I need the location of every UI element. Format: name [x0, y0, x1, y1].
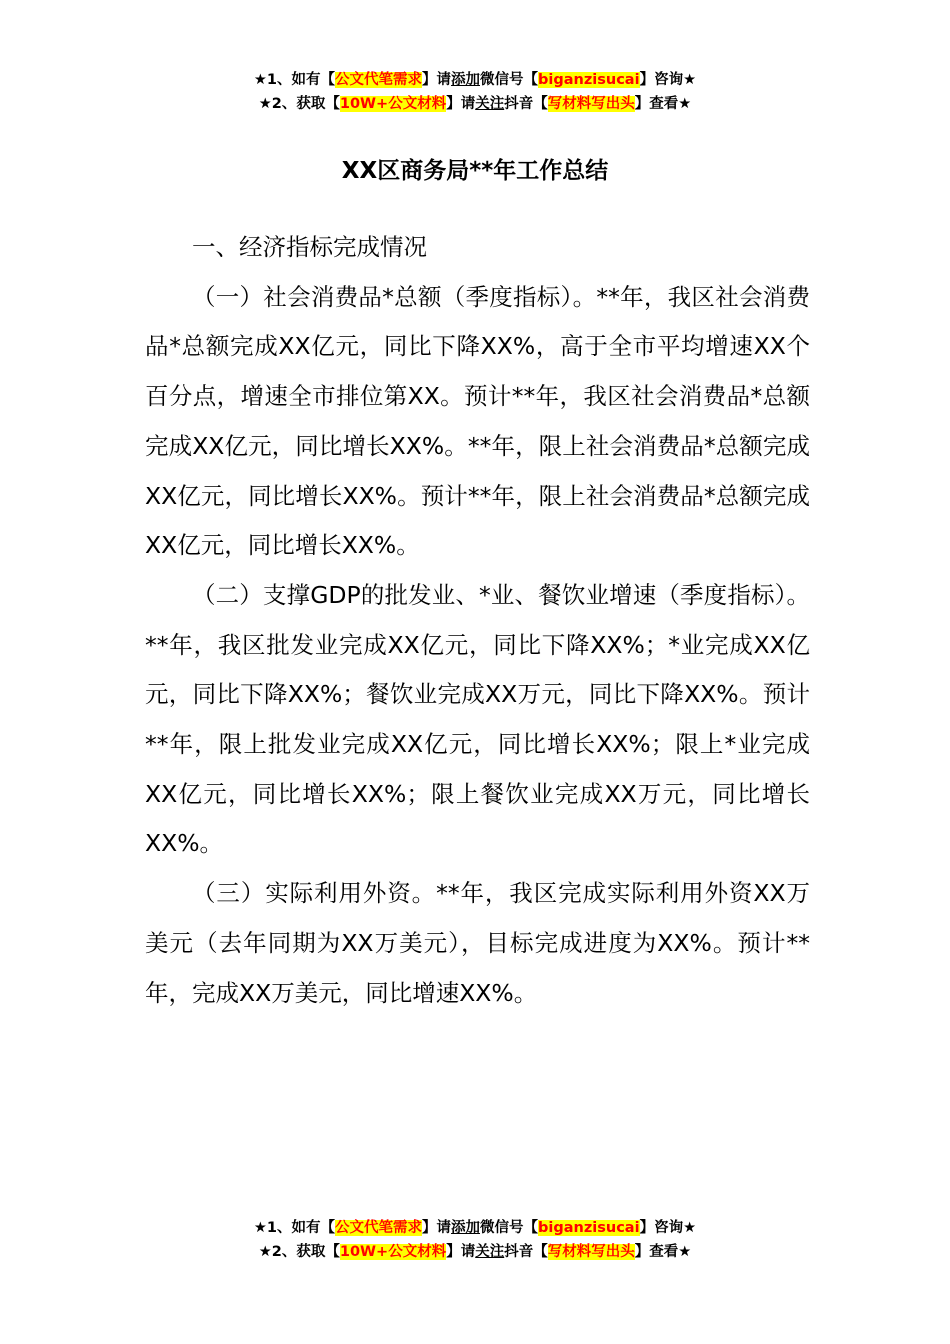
banner-highlight-douyin-account: 写材料写出头 [547, 1244, 635, 1260]
banner-text: 抖音【 [504, 1244, 548, 1260]
banner-text: ★1、如有【 [253, 1220, 336, 1236]
banner-highlight-service: 公文代笔需求 [335, 72, 423, 88]
banner-line-1 [0, 68, 950, 92]
banner-highlight-douyin-account: 写材料写出头 [547, 96, 635, 112]
banner-text: 抖音【 [504, 96, 548, 112]
banner-text: 】请 [422, 72, 452, 88]
paragraph: （三）实际利用外资。**年，我区完成实际利用外资XX万美元（去年同期为XX万美元），目标完成进度为XX%。预计**年，完成XX万美元，同比增速XX%。 [145, 879, 810, 1007]
banner-text: 】咨询★ [639, 72, 697, 88]
banner-text: 】请 [446, 1244, 476, 1260]
banner-text: 】查看★ [634, 1244, 692, 1260]
section-heading: 一、经济指标完成情况 [192, 233, 427, 261]
banner-text: ★2、获取【 [258, 96, 340, 112]
header-banner [0, 68, 950, 116]
banner-text: 微信号【 [480, 72, 539, 88]
banner-text: ★1、如有【 [253, 72, 336, 88]
banner-text: 】咨询★ [639, 1220, 697, 1236]
paragraph: （一）社会消费品*总额（季度指标）。**年，我区社会消费品*总额完成XX亿元，同比下降XX%，高于全市平均增速XX个百分点，增速全市排位第XX。预计**年，我区社会消费品*总额完成XX亿元，同比增长XX%。**年，限上社会消费品*总额完成XX亿元，同比增长XX%。预计**年，限上社会消费品*总额完成XX亿元，同比增长XX%。 [145, 282, 810, 560]
footer-banner [0, 1216, 950, 1264]
banner-text: 】查看★ [634, 96, 692, 112]
banner-text: 微信号【 [480, 1220, 539, 1236]
banner-highlight-materials: 10W+公文材料 [339, 1244, 447, 1260]
banner-highlight-service: 公文代笔需求 [335, 1220, 423, 1236]
banner-text: ★2、获取【 [258, 1244, 340, 1260]
banner-highlight-wechat-id: biganzisucai [538, 1220, 640, 1236]
banner-underlined-text: 关注 [475, 1244, 505, 1260]
document-title: XX区商务局**年工作总结 [341, 158, 609, 184]
banner-underlined-text: 关注 [475, 96, 505, 112]
banner-text: 】请 [446, 96, 476, 112]
document-body [145, 223, 810, 1018]
banner-underlined-text: 添加 [451, 1220, 481, 1236]
banner-highlight-wechat-id: biganzisucai [538, 72, 640, 88]
banner-text: 】请 [422, 1220, 452, 1236]
banner-line-1 [0, 1216, 950, 1240]
banner-line-2 [0, 1240, 950, 1264]
banner-line-2 [0, 92, 950, 116]
banner-highlight-materials: 10W+公文材料 [339, 96, 447, 112]
banner-underlined-text: 添加 [451, 72, 481, 88]
paragraph: （二）支撑GDP的批发业、*业、餐饮业增速（季度指标）。**年，我区批发业完成XX亿元，同比下降XX%；*业完成XX亿元，同比下降XX%；餐饮业完成XX万元，同比下降XX%。预计**年，限上批发业完成XX亿元，同比增长XX%；限上*业完成XX亿元，同比增长XX%；限上餐饮业完成XX万元，同比增长XX%。 [145, 580, 810, 858]
